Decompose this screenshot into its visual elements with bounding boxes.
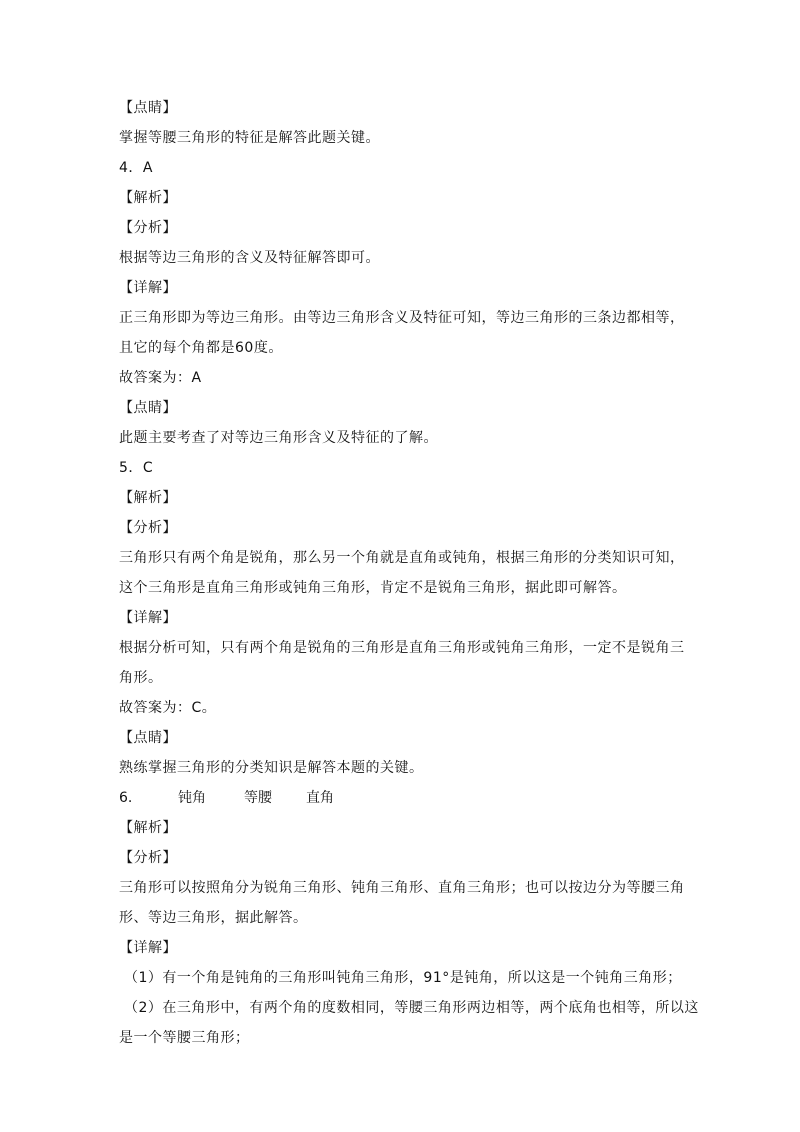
question-6-answer-2: 等腰 bbox=[244, 790, 272, 806]
heading-xiangjie: 【详解】 bbox=[119, 610, 177, 626]
heading-jiexi: 【解析】 bbox=[119, 820, 177, 836]
answer-5: 5．C bbox=[119, 460, 154, 476]
text-line: （1）有一个角是钝角的三角形叫钝角三角形，91°是钝角，所以这是一个钝角三角形； bbox=[124, 970, 682, 986]
heading-dianjing: 【点睛】 bbox=[119, 400, 177, 416]
heading-dianjing: 【点睛】 bbox=[119, 730, 177, 746]
heading-fenxi: 【分析】 bbox=[119, 220, 177, 236]
heading-xiangjie: 【详解】 bbox=[119, 280, 177, 296]
text-line: 角形。 bbox=[119, 670, 163, 686]
heading-jiexi: 【解析】 bbox=[119, 190, 177, 206]
text-line: 根据分析可知，只有两个角是锐角的三角形是直角三角形或钝角三角形，一定不是锐角三 bbox=[119, 640, 685, 656]
text-line: 这个三角形是直角三角形或钝角三角形，肯定不是锐角三角形，据此即可解答。 bbox=[119, 580, 627, 596]
question-6-number: 6. bbox=[119, 790, 133, 806]
answer-line: 故答案为：C。 bbox=[119, 700, 217, 716]
text-line: 三角形只有两个角是锐角，那么另一个角就是直角或钝角，根据三角形的分类知识可知， bbox=[119, 550, 685, 566]
heading-fenxi: 【分析】 bbox=[119, 520, 177, 536]
question-6-answer-1: 钝角 bbox=[178, 790, 206, 806]
heading-fenxi: 【分析】 bbox=[119, 850, 177, 866]
question-6-answer-3: 直角 bbox=[306, 790, 334, 806]
answer-line: 故答案为：A bbox=[119, 370, 202, 386]
text-line: 根据等边三角形的含义及特征解答即可。 bbox=[119, 250, 380, 266]
text-line: 形、等边三角形，据此解答。 bbox=[119, 910, 308, 926]
answer-4: 4．A bbox=[119, 160, 153, 176]
text-line: 三角形可以按照角分为锐角三角形、钝角三角形、直角三角形；也可以按边分为等腰三角 bbox=[119, 880, 685, 896]
heading-dianjing: 【点睛】 bbox=[119, 100, 177, 116]
text-line: （2）在三角形中，有两个角的度数相同，等腰三角形两边相等，两个底角也相等，所以这 bbox=[124, 1000, 699, 1016]
heading-jiexi: 【解析】 bbox=[119, 490, 177, 506]
text-line: 此题主要考查了对等边三角形含义及特征的了解。 bbox=[119, 430, 438, 446]
text-line: 正三角形即为等边三角形。由等边三角形含义及特征可知，等边三角形的三条边都相等， bbox=[119, 310, 685, 326]
text-line: 且它的每个角都是60度。 bbox=[119, 340, 283, 356]
text-line: 是一个等腰三角形； bbox=[119, 1030, 250, 1046]
text-line: 熟练掌握三角形的分类知识是解答本题的关键。 bbox=[119, 760, 424, 776]
text-line: 掌握等腰三角形的特征是解答此题关键。 bbox=[119, 130, 380, 146]
heading-xiangjie: 【详解】 bbox=[119, 940, 177, 956]
